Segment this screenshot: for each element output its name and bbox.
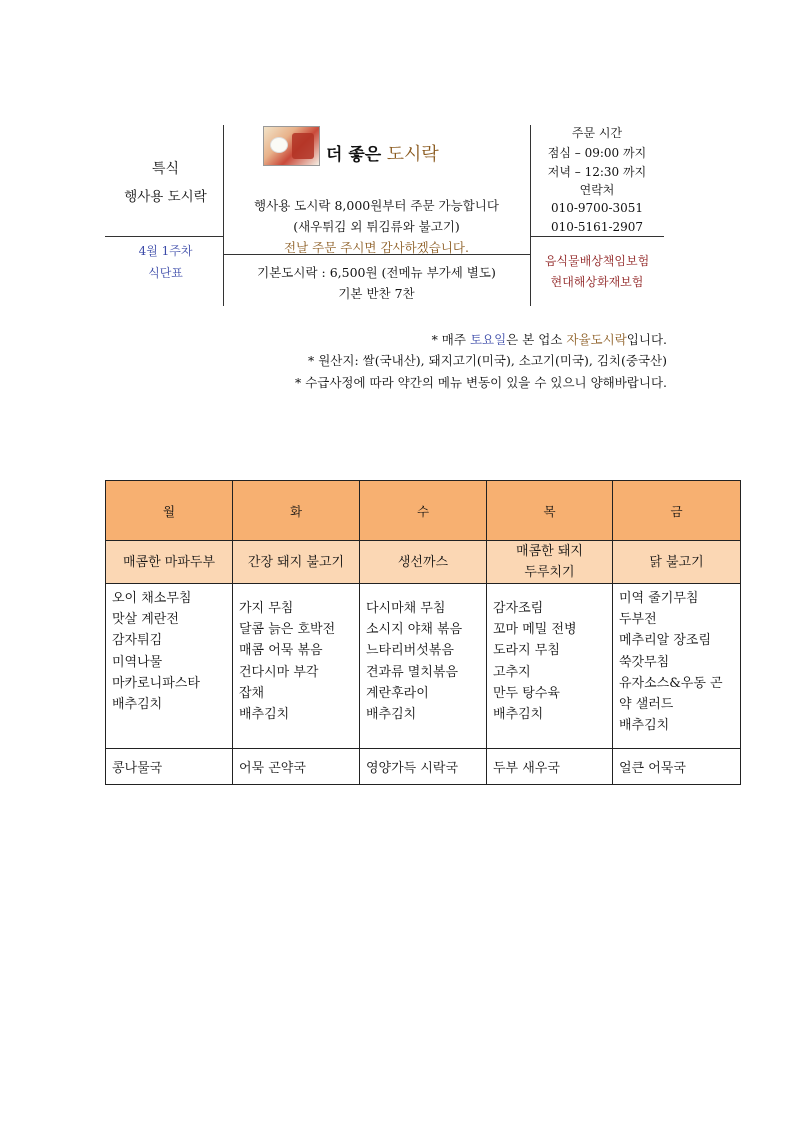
side-dish-item: 유자소스&우동 곤 <box>619 675 723 691</box>
day-header-tue: 화 <box>233 481 360 541</box>
basic-side-count: 기본 반찬 7찬 <box>338 286 415 301</box>
note-saturday-suffix: 입니다. <box>626 332 667 347</box>
side-dish-item: 만두 탕수육 <box>493 685 560 701</box>
side-dish-item: 다시마채 무침 <box>366 601 446 616</box>
event-lunchbox-label: 행사용 도시락 <box>124 189 207 205</box>
side-dish-item: 마카로니파스타 <box>112 675 200 691</box>
note-saturday-middle: 은 본 업소 <box>506 332 567 347</box>
main-dish-row <box>106 541 741 584</box>
side-dish-item: 배추김치 <box>112 697 163 713</box>
side-dish-item: 건다시마 부각 <box>239 664 319 680</box>
lunch-deadline: 점심 – 09:00 까지 <box>547 146 647 160</box>
side-dish-item: 매콤 어묵 볶음 <box>239 643 323 659</box>
side-dish-item: 도라지 무침 <box>493 643 560 659</box>
main-dish-wed: 생선까스 <box>360 541 487 584</box>
side-dish-item: 배추김치 <box>493 707 544 723</box>
menu-table-label: 식단표 <box>148 266 183 280</box>
event-request-line: 전날 주문 주시면 감사하겠습니다. <box>284 240 469 255</box>
soup-fri: 얼큰 어묵국 <box>613 749 741 785</box>
side-dishes-fri <box>613 584 741 749</box>
phone-number-2: 010-5161-2907 <box>550 220 644 234</box>
brand-logo <box>326 140 439 166</box>
side-dish-item: 달콤 늙은 호박전 <box>239 622 336 638</box>
day-header-fri: 금 <box>613 481 741 541</box>
event-price-line: 행사용 도시락 8,000원부터 주문 가능합니다 <box>254 198 499 213</box>
soup-wed: 영양가득 시락국 <box>360 749 487 785</box>
side-dish-item: 배추김치 <box>619 718 670 734</box>
side-dish-item: 약 샐러드 <box>619 697 674 713</box>
side-dish-item: 미역 줄기무침 <box>619 591 699 606</box>
soup-thu: 두부 새우국 <box>487 749 613 785</box>
side-dish-item: 고추지 <box>493 664 531 680</box>
week-label: 4월 1주차 <box>138 244 193 258</box>
side-dishes-thu <box>487 584 613 749</box>
side-dish-item: 꼬마 메밀 전병 <box>493 622 577 638</box>
side-dish-item: 소시지 야채 볶음 <box>366 622 463 638</box>
side-dish-item: 메추리알 장조림 <box>619 633 712 649</box>
soup-mon: 콩나물국 <box>106 749 233 785</box>
special-label: 특식 <box>151 161 180 177</box>
note-menu-change: * 수급사정에 따라 약간의 메뉴 변동이 있을 수 있으니 양해바랍니다. <box>294 375 667 390</box>
main-dish-tue: 간장 돼지 불고기 <box>233 541 360 584</box>
day-header-wed: 수 <box>360 481 487 541</box>
brand-name: 도시락 <box>386 144 439 165</box>
lunchbox-photo <box>263 126 320 166</box>
note-saturday-highlight: 토요일 <box>469 332 507 347</box>
note-saturday <box>432 330 667 348</box>
soup-tue: 어묵 곤약국 <box>233 749 360 785</box>
side-dish-item: 쑥갓무침 <box>619 654 670 670</box>
side-dish-item: 배추김치 <box>366 707 417 723</box>
day-header-thu: 목 <box>487 481 613 541</box>
side-dish-item: 배추김치 <box>239 707 290 723</box>
side-dishes-wed <box>360 584 487 749</box>
brand-prefix: 더 좋은 <box>326 145 382 165</box>
note-self-lunchbox: 자율도시락 <box>566 332 627 347</box>
main-dish-mon: 매콤한 마파두부 <box>106 541 233 584</box>
main-dish-thu: 매콤한 돼지 두루치기 <box>487 541 613 584</box>
side-dish-item: 잡채 <box>239 685 265 701</box>
side-dish-item: 오이 채소무침 <box>112 591 192 606</box>
note-origin: * 원산지: 쌀(국내산), 돼지고기(미국), 소고기(미국), 김치(중국산) <box>308 353 667 368</box>
soup-row <box>106 749 741 785</box>
order-time-title: 주문 시간 <box>571 126 623 140</box>
note-saturday-prefix: * 매주 <box>431 332 470 347</box>
right-cell-divider <box>530 236 664 237</box>
basic-lunchbox-price: 기본도시락 : 6,500원 (전메뉴 부가세 별도) <box>257 265 496 280</box>
left-cell-divider <box>105 236 223 237</box>
side-dish-row <box>106 584 741 749</box>
insurance-line-2: 현대해상화재보험 <box>550 275 644 289</box>
insurance-line-1: 음식물배상책임보험 <box>544 254 650 268</box>
side-dish-item: 계란후라이 <box>366 685 429 701</box>
side-dish-item: 미역나물 <box>112 654 163 670</box>
phone-number-1: 010-9700-3051 <box>550 201 644 215</box>
day-header-row <box>106 481 741 541</box>
side-dish-item: 견과류 멸치볶음 <box>366 664 459 680</box>
side-dish-item: 두부전 <box>619 612 657 628</box>
dinner-deadline: 저녁 – 12:30 까지 <box>547 165 647 179</box>
event-items-line: (새우튀김 외 튀김류와 불고기) <box>293 219 460 234</box>
side-dish-item: 감자튀김 <box>112 633 163 649</box>
side-dishes-mon <box>106 584 233 749</box>
side-dishes-tue <box>233 584 360 749</box>
side-dish-item: 맛살 계란전 <box>112 612 179 628</box>
weekly-menu-table <box>105 480 741 785</box>
contact-title: 연락처 <box>579 183 615 197</box>
side-dish-item: 가지 무침 <box>239 601 294 616</box>
side-dish-item: 감자조림 <box>493 601 544 616</box>
day-header-mon: 월 <box>106 481 233 541</box>
side-dish-item: 느타리버섯볶음 <box>366 643 454 659</box>
main-dish-fri: 닭 불고기 <box>613 541 741 584</box>
